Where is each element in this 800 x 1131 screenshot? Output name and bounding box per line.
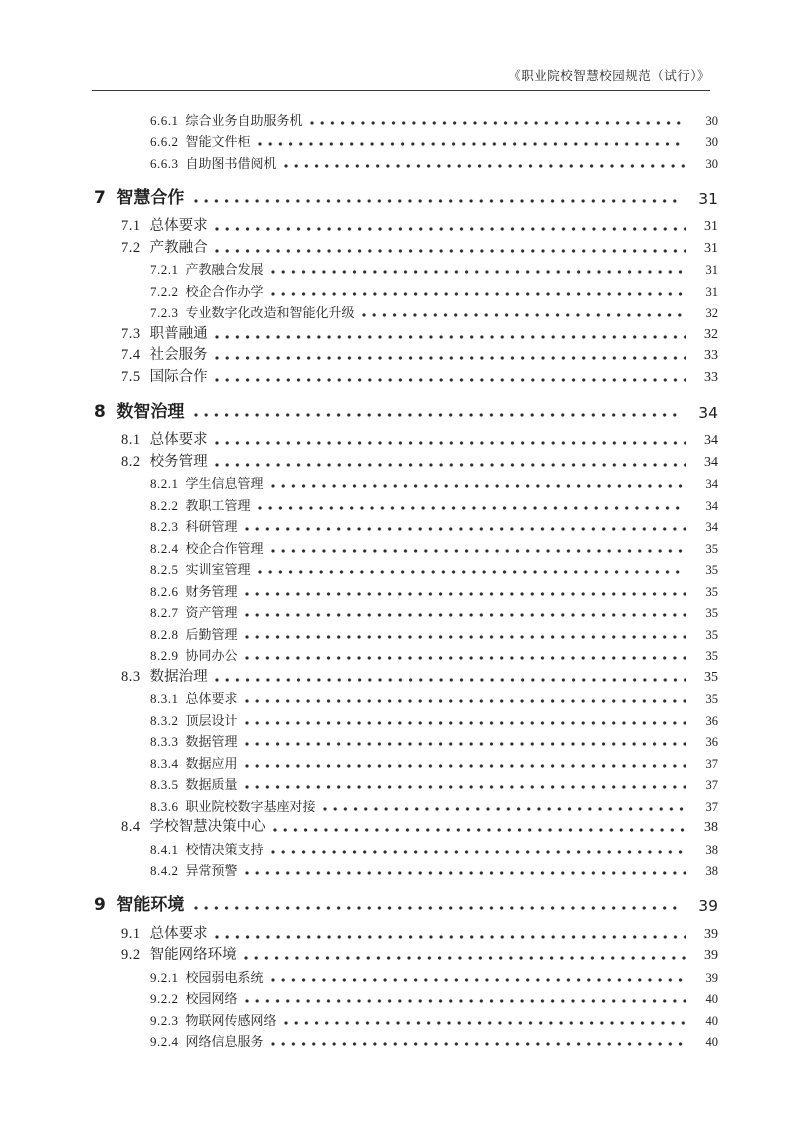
toc-entry-page-number: 33: [704, 348, 718, 363]
toc-entry-title: 总体要求: [149, 218, 208, 234]
toc-entry[interactable]: [92, 300, 718, 322]
toc-entry-title: 学校智慧决策中心: [149, 819, 266, 835]
toc-entry-number: 6.6.3: [150, 155, 179, 171]
toc-entry-number: 7.2.3: [150, 305, 179, 320]
leader-dots: [271, 843, 686, 855]
toc-entry-page-number: 39: [704, 948, 718, 963]
toc-entry-title: 校园弱电系统: [185, 969, 264, 985]
toc-entry-number: 8.3.1: [150, 691, 179, 706]
toc-entry-title: 校情决策支持: [185, 841, 264, 857]
toc-entry-page-number: 35: [705, 627, 718, 642]
toc-entry[interactable]: [92, 964, 718, 986]
toc-entry-number: 9: [94, 895, 107, 915]
toc-entry-page-number: 34: [704, 433, 718, 448]
toc-entry-number: 9.2.4: [150, 1034, 179, 1049]
toc-entry-number: 8.2.4: [150, 540, 179, 556]
page-header: [92, 0, 710, 91]
toc-entry-title: 综合业务自助服务机: [185, 112, 303, 128]
toc-entry[interactable]: [92, 492, 718, 514]
toc-entry-number: 8.2.1: [150, 476, 179, 491]
toc-entry[interactable]: [92, 815, 718, 837]
toc-entry[interactable]: [92, 887, 718, 915]
toc-entry-page-number: 33: [704, 369, 718, 385]
toc-entry-title: 顶层设计: [185, 712, 238, 728]
leader-dots: [194, 406, 680, 418]
toc-entry-title: 资产管理: [185, 605, 238, 620]
toc-entry-page-number: 39: [705, 970, 718, 985]
toc-entry[interactable]: [92, 394, 718, 422]
toc-entry-title: 数智治理: [116, 401, 185, 422]
toc-entry[interactable]: [92, 686, 718, 708]
toc-entry-title: 产教融合发展: [185, 262, 264, 277]
toc-entry[interactable]: [92, 428, 718, 450]
toc-entry-number: 8.3.2: [150, 712, 179, 728]
toc-entry-title: 职普融通: [149, 325, 208, 342]
toc-entry-page-number: 34: [698, 403, 718, 422]
toc-entry-number: 8.2.5: [150, 562, 179, 577]
leader-dots: [244, 949, 686, 961]
leader-dots: [245, 735, 686, 747]
toc-entry-title: 总体要求: [185, 691, 238, 706]
leader-dots: [215, 928, 686, 940]
toc-entry-title: 教职工管理: [185, 497, 251, 513]
toc-entry-page-number: 32: [705, 306, 718, 320]
leader-dots: [271, 542, 686, 554]
toc-entry[interactable]: [92, 729, 718, 751]
leader-dots: [271, 263, 686, 275]
toc-entry-number: 8.2.3: [150, 519, 179, 534]
leader-dots: [245, 757, 686, 769]
toc-entry-page-number: 35: [705, 649, 718, 663]
leader-dots: [245, 628, 686, 640]
leader-dots: [245, 692, 686, 704]
leader-dots: [258, 135, 686, 147]
toc-entry[interactable]: [92, 535, 718, 557]
toc-entry-number: 7.2: [121, 239, 141, 256]
toc-entry-title: 产教融合: [149, 239, 208, 256]
toc-entry[interactable]: [92, 321, 718, 343]
toc-entry-page-number: 35: [705, 692, 718, 706]
toc-entry-number: 8: [94, 401, 107, 422]
toc-entry-title: 自助图书借阅机: [185, 155, 277, 171]
toc-entry[interactable]: [92, 129, 718, 151]
toc-entry[interactable]: [92, 621, 718, 643]
toc-entry[interactable]: [92, 943, 718, 965]
toc-entry[interactable]: [92, 772, 718, 794]
toc-entry-number: 7.1: [121, 218, 141, 234]
toc-entry-page-number: 40: [705, 1035, 718, 1049]
toc-entry-page-number: 40: [705, 992, 718, 1006]
toc-entry-page-number: 36: [705, 713, 718, 728]
leader-dots: [245, 864, 686, 876]
toc-entry-title: 校企合作管理: [185, 540, 264, 556]
toc-entry[interactable]: [92, 1029, 718, 1051]
toc-entry-page-number: 31: [704, 219, 718, 234]
toc-entry-page-number: 34: [705, 498, 718, 513]
leader-dots: [245, 520, 686, 532]
toc-entry-page-number: 38: [704, 820, 718, 835]
toc-entry-number: 7.2.2: [150, 283, 179, 299]
toc-entry-page-number: 38: [705, 864, 718, 878]
toc-entry[interactable]: [92, 257, 718, 279]
toc-entry-number: 8.3: [121, 668, 141, 685]
toc-entry-number: 8.1: [121, 432, 141, 448]
toc-entry-title: 校园网络: [185, 991, 238, 1006]
toc-entry[interactable]: [92, 180, 718, 208]
leader-dots: [271, 1035, 686, 1047]
leader-dots: [271, 477, 686, 489]
toc-entry-page-number: 39: [704, 926, 718, 942]
leader-dots: [245, 714, 686, 726]
toc-entry-title: 数据管理: [185, 734, 238, 749]
table-of-contents: [92, 107, 718, 1050]
toc-entry-page-number: 39: [698, 897, 718, 915]
toc-entry-number: 8.3.3: [150, 734, 179, 749]
toc-entry[interactable]: [92, 364, 718, 386]
toc-entry-number: 8.2.6: [150, 583, 179, 599]
toc-entry-title: 总体要求: [149, 925, 208, 942]
toc-entry-title: 社会服务: [149, 347, 208, 363]
toc-entry-number: 8.3.4: [150, 755, 179, 771]
toc-entry[interactable]: [92, 514, 718, 536]
toc-entry[interactable]: [92, 278, 718, 300]
toc-entry-title: 科研管理: [185, 519, 238, 534]
toc-entry-page-number: 35: [704, 669, 718, 685]
toc-entry-page-number: 35: [705, 563, 718, 577]
toc-entry-number: 9.2.1: [150, 969, 179, 985]
toc-entry-number: 9.2.2: [150, 991, 179, 1006]
toc-entry-page-number: 31: [705, 284, 718, 299]
toc-entry-page-number: 31: [704, 240, 718, 256]
toc-entry-page-number: 37: [705, 799, 718, 814]
toc-entry[interactable]: [92, 214, 718, 236]
toc-entry-number: 7.3: [121, 325, 141, 342]
leader-dots: [215, 671, 686, 683]
toc-entry-title: 异常预警: [185, 863, 238, 878]
leader-dots: [245, 585, 686, 597]
leader-dots: [245, 992, 686, 1004]
leader-dots: [215, 220, 686, 232]
toc-entry-title: 校务管理: [149, 453, 208, 470]
leader-dots: [215, 242, 686, 254]
leader-dots: [271, 971, 686, 983]
leader-dots: [215, 434, 686, 446]
toc-entry-title: 数据治理: [149, 668, 208, 685]
toc-entry[interactable]: [92, 1007, 718, 1029]
toc-entry-number: 8.2.9: [150, 648, 179, 663]
toc-entry-title: 学生信息管理: [185, 476, 264, 491]
toc-entry-number: 8.4: [121, 819, 141, 835]
toc-entry-title: 国际合作: [149, 368, 208, 385]
toc-entry[interactable]: [92, 793, 718, 815]
toc-entry[interactable]: [92, 449, 718, 471]
leader-dots: [284, 157, 686, 169]
toc-entry-number: 8.2.2: [150, 497, 179, 513]
toc-entry-title: 智慧合作: [116, 187, 185, 208]
toc-entry-page-number: 37: [705, 756, 718, 771]
toc-entry-number: 6.6.1: [150, 112, 179, 128]
toc-entry-title: 智能网络环境: [149, 947, 237, 963]
toc-entry-title: 智能文件柜: [185, 134, 251, 149]
leader-dots: [258, 563, 686, 575]
toc-entry-page-number: 34: [705, 477, 718, 491]
toc-entry-title: 物联网传感网络: [185, 1012, 277, 1028]
toc-entry-number: 8.3.5: [150, 777, 179, 792]
toc-entry-number: 9.2: [121, 947, 141, 963]
toc-entry[interactable]: [92, 600, 718, 622]
leader-dots: [258, 499, 686, 511]
toc-entry-title: 后勤管理: [185, 626, 238, 642]
toc-entry[interactable]: [92, 664, 718, 686]
toc-entry-page-number: 30: [705, 156, 718, 171]
toc-entry-title: 智能环境: [116, 895, 185, 915]
toc-entry[interactable]: [92, 643, 718, 665]
toc-entry-page-number: 35: [705, 606, 718, 620]
toc-entry-page-number: 37: [705, 778, 718, 792]
toc-entry-number: 9.1: [121, 925, 141, 942]
toc-entry[interactable]: [92, 107, 718, 129]
toc-entry-title: 协同办公: [185, 648, 238, 663]
leader-dots: [194, 899, 680, 911]
leader-dots: [362, 306, 686, 318]
toc-entry-page-number: 31: [705, 263, 718, 277]
toc-entry[interactable]: [92, 750, 718, 772]
toc-entry[interactable]: [92, 557, 718, 579]
toc-entry[interactable]: [92, 235, 718, 257]
document-title: 《职业院校智慧校园规范（试行）》: [508, 69, 710, 83]
toc-entry-title: 数据质量: [185, 777, 238, 792]
toc-entry-title: 职业院校数字基座对接: [185, 798, 316, 814]
leader-dots: [323, 800, 686, 812]
leader-dots: [245, 778, 686, 790]
leader-dots: [245, 606, 686, 618]
toc-entry-page-number: 38: [705, 842, 718, 857]
toc-entry[interactable]: [92, 707, 718, 729]
toc-entry-page-number: 32: [704, 326, 718, 342]
toc-entry-number: 7.2.1: [150, 262, 179, 277]
leader-dots: [194, 192, 680, 204]
toc-entry-number: 8.3.6: [150, 798, 179, 814]
toc-entry[interactable]: [92, 836, 718, 858]
toc-entry-number: 8.2.7: [150, 605, 179, 620]
toc-entry-page-number: 40: [705, 1013, 718, 1028]
toc-entry[interactable]: [92, 921, 718, 943]
toc-entry-title: 数据应用: [185, 755, 238, 771]
toc-entry-title: 校企合作办学: [185, 283, 264, 299]
leader-dots: [273, 821, 686, 833]
toc-entry-page-number: 30: [705, 135, 718, 149]
toc-entry-title: 总体要求: [149, 432, 208, 448]
toc-entry-number: 7.5: [121, 368, 141, 385]
toc-entry-number: 8.4.2: [150, 863, 179, 878]
toc-entry-number: 7.4: [121, 347, 141, 363]
leader-dots: [245, 649, 686, 661]
toc-entry-title: 财务管理: [185, 583, 238, 599]
toc-entry-title: 实训室管理: [185, 562, 251, 577]
toc-entry[interactable]: [92, 471, 718, 493]
toc-entry-number: 8.4.1: [150, 841, 179, 857]
toc-entry-page-number: 35: [705, 584, 718, 599]
toc-entry-page-number: 30: [705, 113, 718, 128]
toc-entry[interactable]: [92, 858, 718, 880]
toc-entry-page-number: 35: [705, 541, 718, 556]
leader-dots: [215, 349, 686, 361]
leader-dots: [215, 328, 686, 340]
toc-entry-number: 8.2: [121, 453, 141, 470]
leader-dots: [271, 285, 686, 297]
leader-dots: [215, 456, 686, 468]
leader-dots: [215, 371, 686, 383]
toc-entry-number: 9.2.3: [150, 1012, 179, 1028]
toc-entry[interactable]: [92, 578, 718, 600]
toc-entry-page-number: 36: [705, 735, 718, 749]
toc-entry[interactable]: [92, 150, 718, 172]
toc-entry-title: 专业数字化改造和智能化升级: [185, 305, 355, 320]
leader-dots: [284, 1014, 686, 1026]
toc-entry-page-number: 34: [704, 454, 718, 470]
toc-entry-page-number: 34: [705, 520, 718, 534]
toc-entry-page-number: 31: [698, 189, 718, 208]
toc-entry-title: 网络信息服务: [185, 1034, 264, 1049]
toc-entry-number: 6.6.2: [150, 134, 179, 149]
toc-entry[interactable]: [92, 343, 718, 365]
leader-dots: [310, 114, 686, 126]
toc-entry-number: 7: [94, 187, 107, 208]
toc-entry[interactable]: [92, 986, 718, 1008]
toc-entry-number: 8.2.8: [150, 626, 179, 642]
